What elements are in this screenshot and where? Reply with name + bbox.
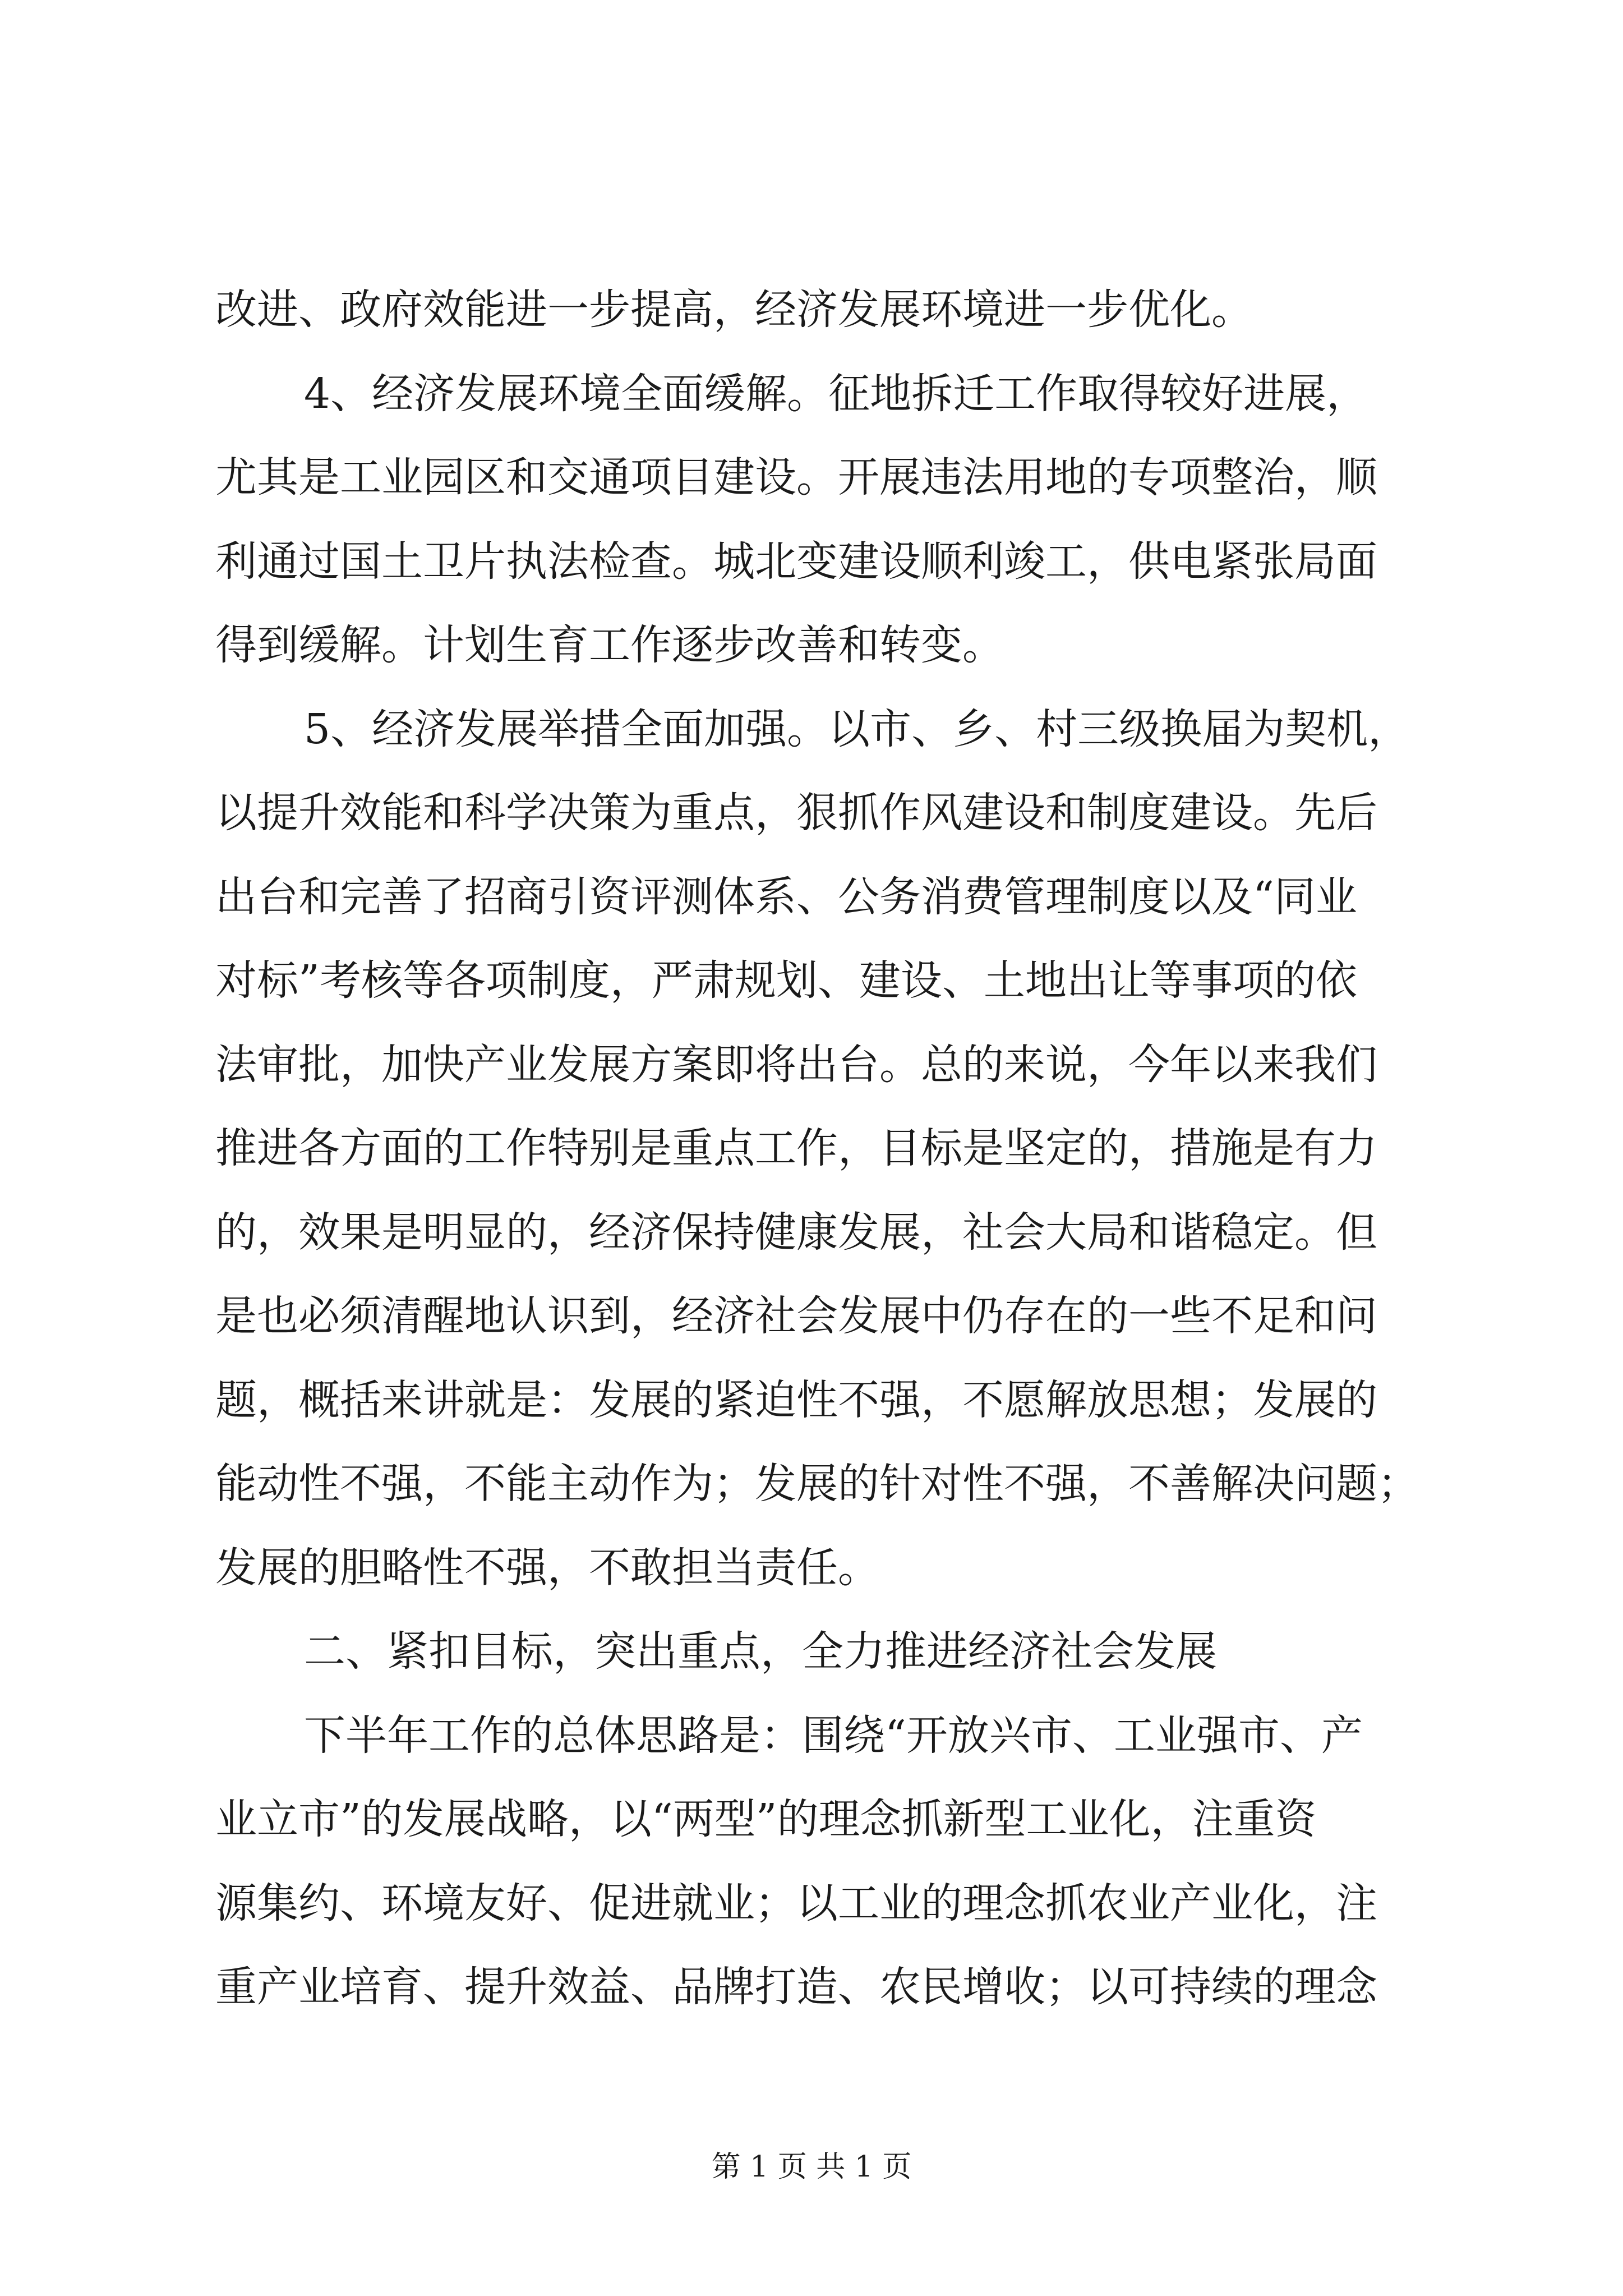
section-heading: 二、紧扣目标，突出重点，全力推进经济社会发展 [304,1627,1217,1676]
text-line: 源集约、环境友好、促进就业；以工业的理念抓农业产业化，注 [215,1879,1377,1927]
page-footer: 第 1 页 共 1 页 [711,2150,912,2184]
text-line: 5、经济发展举措全面加强。以市、乡、村三级换届为契机， [304,705,1410,753]
text-line: 对标”考核等各项制度，严肃规划、建设、土地出让等事项的依 [215,956,1357,1005]
text-line: 是也必须清醒地认识到，经济社会发展中仍存在的一些不足和问 [215,1292,1377,1340]
text-line: 改进、政府效能进一步提高，经济发展环境进一步优化。 [215,286,1253,334]
text-line: 重产业培育、提升效益、品牌打造、农民增收；以可持续的理念 [215,1963,1377,2011]
text-line: 的，效果是明显的，经济保持健康发展，社会大局和谐稳定。但 [215,1208,1377,1257]
text-line: 4、经济发展环境全面缓解。征地拆迁工作取得较好进展， [304,369,1368,418]
text-line: 发展的胆略性不强，不敢担当责任。 [215,1543,879,1592]
text-line: 下半年工作的总体思路是：围绕“开放兴市、工业强市、产 [304,1711,1363,1760]
text-line: 能动性不强，不能主动作为；发展的针对性不强，不善解决问题； [215,1460,1419,1508]
text-line: 出台和完善了招商引资评测体系、公务消费管理制度以及“同业 [215,872,1357,921]
text-line: 以提升效能和科学决策为重点，狠抓作风建设和制度建设。先后 [215,789,1377,837]
text-line: 利通过国土卫片执法检查。城北变建设顺利竣工，供电紧张局面 [215,537,1377,586]
text-line: 业立市”的发展战略，以“两型”的理念抓新型工业化，注重资 [215,1795,1317,1843]
text-line: 题，概括来讲就是：发展的紧迫性不强，不愿解放思想；发展的 [215,1375,1377,1424]
text-line: 得到缓解。计划生育工作逐步改善和转变。 [215,621,1004,669]
document-body [215,268,1421,2030]
text-line: 尤其是工业园区和交通项目建设。开展违法用地的专项整治，顺 [215,453,1377,501]
text-line: 法审批，加快产业发展方案即将出台。总的来说，今年以来我们 [215,1040,1377,1089]
text-line: 推进各方面的工作特别是重点工作，目标是坚定的，措施是有力 [215,1124,1377,1172]
